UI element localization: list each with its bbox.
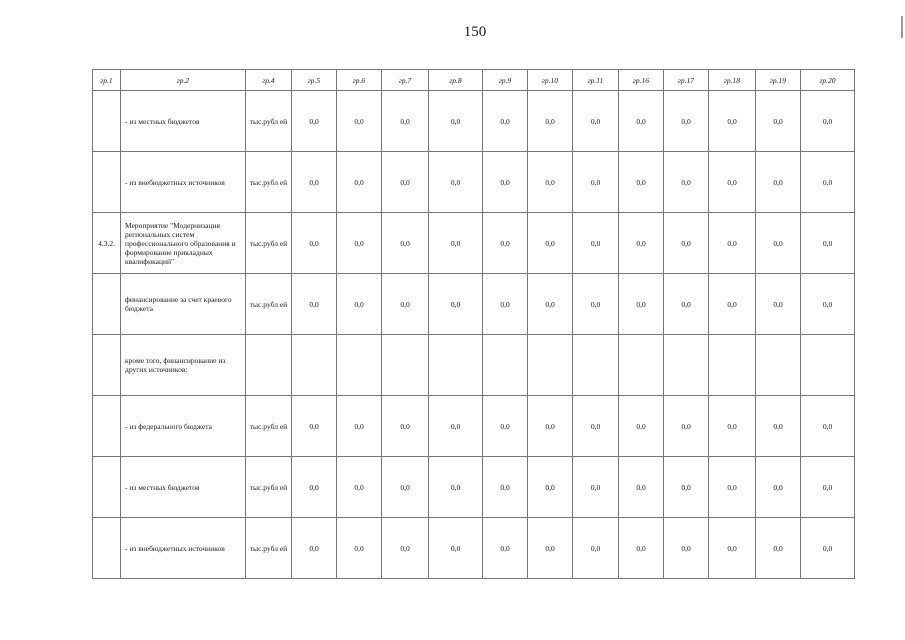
table-header-row <box>93 70 855 91</box>
value-cell: 0,0 <box>528 274 573 335</box>
value-cell: 0,0 <box>528 396 573 457</box>
row-number-cell <box>93 457 121 518</box>
value-cell: 0,0 <box>664 213 709 274</box>
value-cell: 0,0 <box>709 396 756 457</box>
value-cell <box>292 335 337 396</box>
value-cell: 0,0 <box>573 91 619 152</box>
value-cell <box>429 335 483 396</box>
value-cell: 0,0 <box>801 274 855 335</box>
row-number-cell <box>93 396 121 457</box>
value-cell: 0,0 <box>337 152 382 213</box>
value-cell: 0,0 <box>382 396 429 457</box>
value-cell: 0,0 <box>337 91 382 152</box>
value-cell: 0,0 <box>528 457 573 518</box>
value-cell <box>382 335 429 396</box>
value-cell: 0,0 <box>801 518 855 579</box>
column-header: гр.4 <box>246 70 292 91</box>
value-cell <box>528 335 573 396</box>
column-header: гр.8 <box>429 70 483 91</box>
table-row <box>93 274 855 335</box>
table-row <box>93 518 855 579</box>
column-header: гр.1 <box>93 70 121 91</box>
column-header: гр.16 <box>619 70 664 91</box>
value-cell: 0,0 <box>709 274 756 335</box>
page-edge-mark <box>901 16 903 38</box>
row-name-cell: Мероприятие "Модернизация региональных систем профессионального образования и формирование прикладных квалификаций" <box>121 213 246 274</box>
column-header: гр.6 <box>337 70 382 91</box>
value-cell: 0,0 <box>528 91 573 152</box>
value-cell <box>756 335 801 396</box>
value-cell: 0,0 <box>528 213 573 274</box>
value-cell: 0,0 <box>801 213 855 274</box>
value-cell: 0,0 <box>619 274 664 335</box>
value-cell: 0,0 <box>382 457 429 518</box>
value-cell: 0,0 <box>756 518 801 579</box>
page-number: 150 <box>463 24 487 40</box>
value-cell: 0,0 <box>619 457 664 518</box>
row-number-cell <box>93 274 121 335</box>
row-unit-cell: тыс.рубл ей <box>246 213 292 274</box>
value-cell: 0,0 <box>756 152 801 213</box>
table-row <box>93 335 855 396</box>
value-cell: 0,0 <box>619 91 664 152</box>
row-name-cell: - из внебюджетных источников <box>121 152 246 213</box>
value-cell: 0,0 <box>709 213 756 274</box>
column-header: гр.2 <box>121 70 246 91</box>
value-cell: 0,0 <box>709 152 756 213</box>
value-cell: 0,0 <box>709 518 756 579</box>
value-cell: 0,0 <box>756 457 801 518</box>
value-cell <box>573 335 619 396</box>
value-cell: 0,0 <box>429 457 483 518</box>
row-name-cell: кроме того, финансирование из других источников: <box>121 335 246 396</box>
row-unit-cell: тыс.рубл ей <box>246 152 292 213</box>
value-cell <box>619 335 664 396</box>
table-row <box>93 396 855 457</box>
value-cell: 0,0 <box>292 213 337 274</box>
row-number-cell <box>93 152 121 213</box>
column-header: гр.20 <box>801 70 855 91</box>
value-cell: 0,0 <box>756 396 801 457</box>
value-cell: 0,0 <box>619 152 664 213</box>
row-unit-cell: тыс.рубл ей <box>246 518 292 579</box>
value-cell: 0,0 <box>709 457 756 518</box>
value-cell: 0,0 <box>429 213 483 274</box>
value-cell: 0,0 <box>429 91 483 152</box>
value-cell: 0,0 <box>337 518 382 579</box>
row-name-cell: - из федерального бюджета <box>121 396 246 457</box>
row-unit-cell: тыс.рубл ей <box>246 457 292 518</box>
budget-table <box>92 69 855 579</box>
value-cell: 0,0 <box>756 91 801 152</box>
value-cell: 0,0 <box>709 91 756 152</box>
value-cell: 0,0 <box>619 213 664 274</box>
value-cell: 0,0 <box>292 396 337 457</box>
value-cell: 0,0 <box>292 274 337 335</box>
row-unit-cell: тыс.рубл ей <box>246 91 292 152</box>
table-row <box>93 91 855 152</box>
value-cell <box>483 335 528 396</box>
value-cell: 0,0 <box>483 396 528 457</box>
value-cell: 0,0 <box>483 152 528 213</box>
row-number-cell <box>93 335 121 396</box>
value-cell: 0,0 <box>664 274 709 335</box>
value-cell: 0,0 <box>573 274 619 335</box>
value-cell: 0,0 <box>573 457 619 518</box>
value-cell: 0,0 <box>664 152 709 213</box>
column-header: гр.9 <box>483 70 528 91</box>
row-name-cell: - из местных бюджетов <box>121 457 246 518</box>
value-cell: 0,0 <box>292 518 337 579</box>
column-header: гр.17 <box>664 70 709 91</box>
value-cell: 0,0 <box>528 518 573 579</box>
value-cell: 0,0 <box>664 518 709 579</box>
value-cell: 0,0 <box>337 213 382 274</box>
value-cell: 0,0 <box>429 274 483 335</box>
value-cell: 0,0 <box>573 396 619 457</box>
value-cell: 0,0 <box>801 91 855 152</box>
value-cell: 0,0 <box>483 274 528 335</box>
value-cell: 0,0 <box>382 518 429 579</box>
value-cell <box>709 335 756 396</box>
value-cell: 0,0 <box>429 152 483 213</box>
value-cell: 0,0 <box>528 152 573 213</box>
column-header: гр.7 <box>382 70 429 91</box>
row-unit-cell <box>246 335 292 396</box>
value-cell: 0,0 <box>573 152 619 213</box>
column-header: гр.10 <box>528 70 573 91</box>
value-cell: 0,0 <box>801 457 855 518</box>
column-header: гр.18 <box>709 70 756 91</box>
value-cell <box>664 335 709 396</box>
value-cell: 0,0 <box>382 274 429 335</box>
row-name-cell: - из внебюджетных источников <box>121 518 246 579</box>
value-cell: 0,0 <box>337 396 382 457</box>
value-cell: 0,0 <box>801 152 855 213</box>
row-name-cell: - из местных бюджетов <box>121 91 246 152</box>
row-number-cell: 4.3.2. <box>93 213 121 274</box>
row-unit-cell: тыс.рубл ей <box>246 396 292 457</box>
value-cell: 0,0 <box>292 152 337 213</box>
value-cell: 0,0 <box>292 91 337 152</box>
value-cell: 0,0 <box>483 213 528 274</box>
value-cell: 0,0 <box>573 213 619 274</box>
row-number-cell <box>93 91 121 152</box>
value-cell <box>337 335 382 396</box>
value-cell: 0,0 <box>756 213 801 274</box>
table-row <box>93 457 855 518</box>
value-cell: 0,0 <box>337 274 382 335</box>
value-cell: 0,0 <box>382 91 429 152</box>
column-header: гр.11 <box>573 70 619 91</box>
table-row <box>93 213 855 274</box>
value-cell: 0,0 <box>382 152 429 213</box>
value-cell: 0,0 <box>483 518 528 579</box>
row-unit-cell: тыс.рубл ей <box>246 274 292 335</box>
row-number-cell <box>93 518 121 579</box>
value-cell: 0,0 <box>429 396 483 457</box>
value-cell: 0,0 <box>619 518 664 579</box>
value-cell: 0,0 <box>483 457 528 518</box>
row-name-cell: финансирование за счет краевого бюджета <box>121 274 246 335</box>
table-row <box>93 152 855 213</box>
value-cell: 0,0 <box>801 396 855 457</box>
value-cell: 0,0 <box>619 396 664 457</box>
value-cell: 0,0 <box>756 274 801 335</box>
column-header: гр.19 <box>756 70 801 91</box>
value-cell: 0,0 <box>573 518 619 579</box>
value-cell: 0,0 <box>664 396 709 457</box>
value-cell: 0,0 <box>292 457 337 518</box>
column-header: гр.5 <box>292 70 337 91</box>
value-cell: 0,0 <box>664 457 709 518</box>
value-cell: 0,0 <box>664 91 709 152</box>
value-cell: 0,0 <box>483 91 528 152</box>
value-cell <box>801 335 855 396</box>
value-cell: 0,0 <box>382 213 429 274</box>
value-cell: 0,0 <box>429 518 483 579</box>
value-cell: 0,0 <box>337 457 382 518</box>
